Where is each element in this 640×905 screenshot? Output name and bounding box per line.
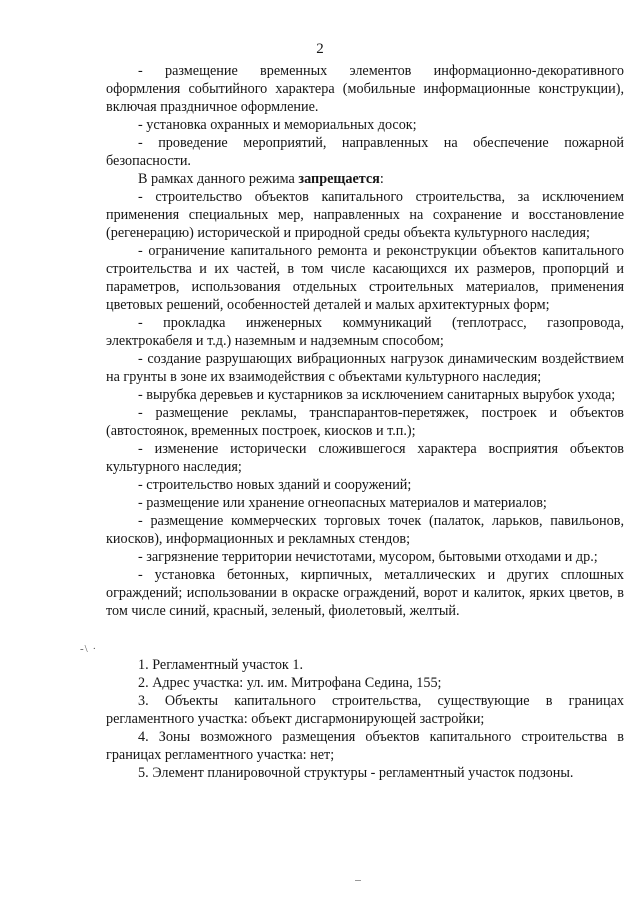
scan-speck [355, 880, 361, 881]
prohibited-item: - размещение рекламы, транспарантов-перетяжек, построек и объектов (автостоянок, временных построек, киосков и т.п.); [106, 405, 624, 439]
allowed-item: - проведение мероприятий, направленных на обеспечение пожарной безопасности. [106, 135, 624, 169]
prohibited-item: - вырубка деревьев и кустарников за исключением санитарных вырубок ухода; [138, 387, 616, 403]
margin-mark: -\ · [80, 643, 98, 655]
prohibition-intro: В рамках данного режима [138, 171, 299, 187]
prohibited-item: - установка бетонных, кирпичных, металлических и других сплошных ограждений; использовании в окраске ограждений, ворот и калиток, ярких цветов, в том числе синий, красный, зеленый, фиолетовый, желтый. [106, 567, 624, 619]
allowed-item: - размещение временных элементов информационно-декоративного оформления событийного характера (мобильные информационные конструкции), включая праздничное оформление. [106, 63, 624, 115]
site-info-list [106, 656, 624, 782]
prohibited-item: - загрязнение территории нечистотами, мусором, бытовыми отходами и др.; [138, 549, 598, 565]
prohibited-item: - размещение или хранение огнеопасных материалов и материалов; [138, 495, 547, 511]
prohibition-heading [106, 170, 624, 188]
prohibited-list [106, 188, 624, 620]
document-body [106, 62, 624, 782]
prohibited-item: - строительство объектов капитального строительства, за исключением применения специальных мер, направленных на сохранение и восстановление (регенерацию) исторической и природной среды объекта культурного наследия; [106, 189, 624, 241]
site-info-item: 1. Регламентный участок 1. [138, 657, 304, 673]
prohibited-item: - создание разрушающих вибрационных нагрузок динамическим воздействием на грунты в зоне их взаимодействия с объектами культурного наследия; [106, 351, 624, 385]
site-info-item: 2. Адрес участка: ул. им. Митрофана Седина, 155; [138, 675, 442, 691]
prohibition-keyword: запрещается [298, 171, 380, 187]
site-info-item: 3. Объекты капитального строительства, существующие в границах регламентного участка: объект дисгармонирующей застройки; [106, 693, 624, 727]
prohibited-item: - строительство новых зданий и сооружений; [138, 477, 412, 493]
prohibited-item: - размещение коммерческих торговых точек (палаток, ларьков, павильонов, киосков), информационных и рекламных стендов; [106, 513, 624, 547]
page-number: 2 [316, 41, 324, 57]
section-spacer [106, 638, 624, 656]
prohibited-item: - прокладка инженерных коммуникаций (теплотрасс, газопровода, электрокабеля и т.д.) наземным и надземным способом; [106, 315, 624, 349]
allowed-item: - установка охранных и мемориальных досок; [138, 117, 417, 133]
site-info-item: 4. Зоны возможного размещения объектов капитального строительства в границах регламентного участка: нет; [106, 729, 624, 763]
prohibition-colon: : [379, 171, 384, 187]
allowed-list [106, 62, 624, 170]
prohibited-item: - изменение исторически сложившегося характера восприятия объектов культурного наследия; [106, 441, 624, 475]
section-spacer [106, 620, 624, 638]
prohibited-item: - ограничение капитального ремонта и реконструкции объектов капитального строительства и их частей, в том числе касающихся их размеров, пропорций и параметров, использования отдельных строительных материалов, применения цветовых решений, особенностей деталей и малых архитектурных форм; [106, 243, 624, 313]
site-info-item: 5. Элемент планировочной структуры - регламентный участок подзоны. [138, 765, 574, 781]
